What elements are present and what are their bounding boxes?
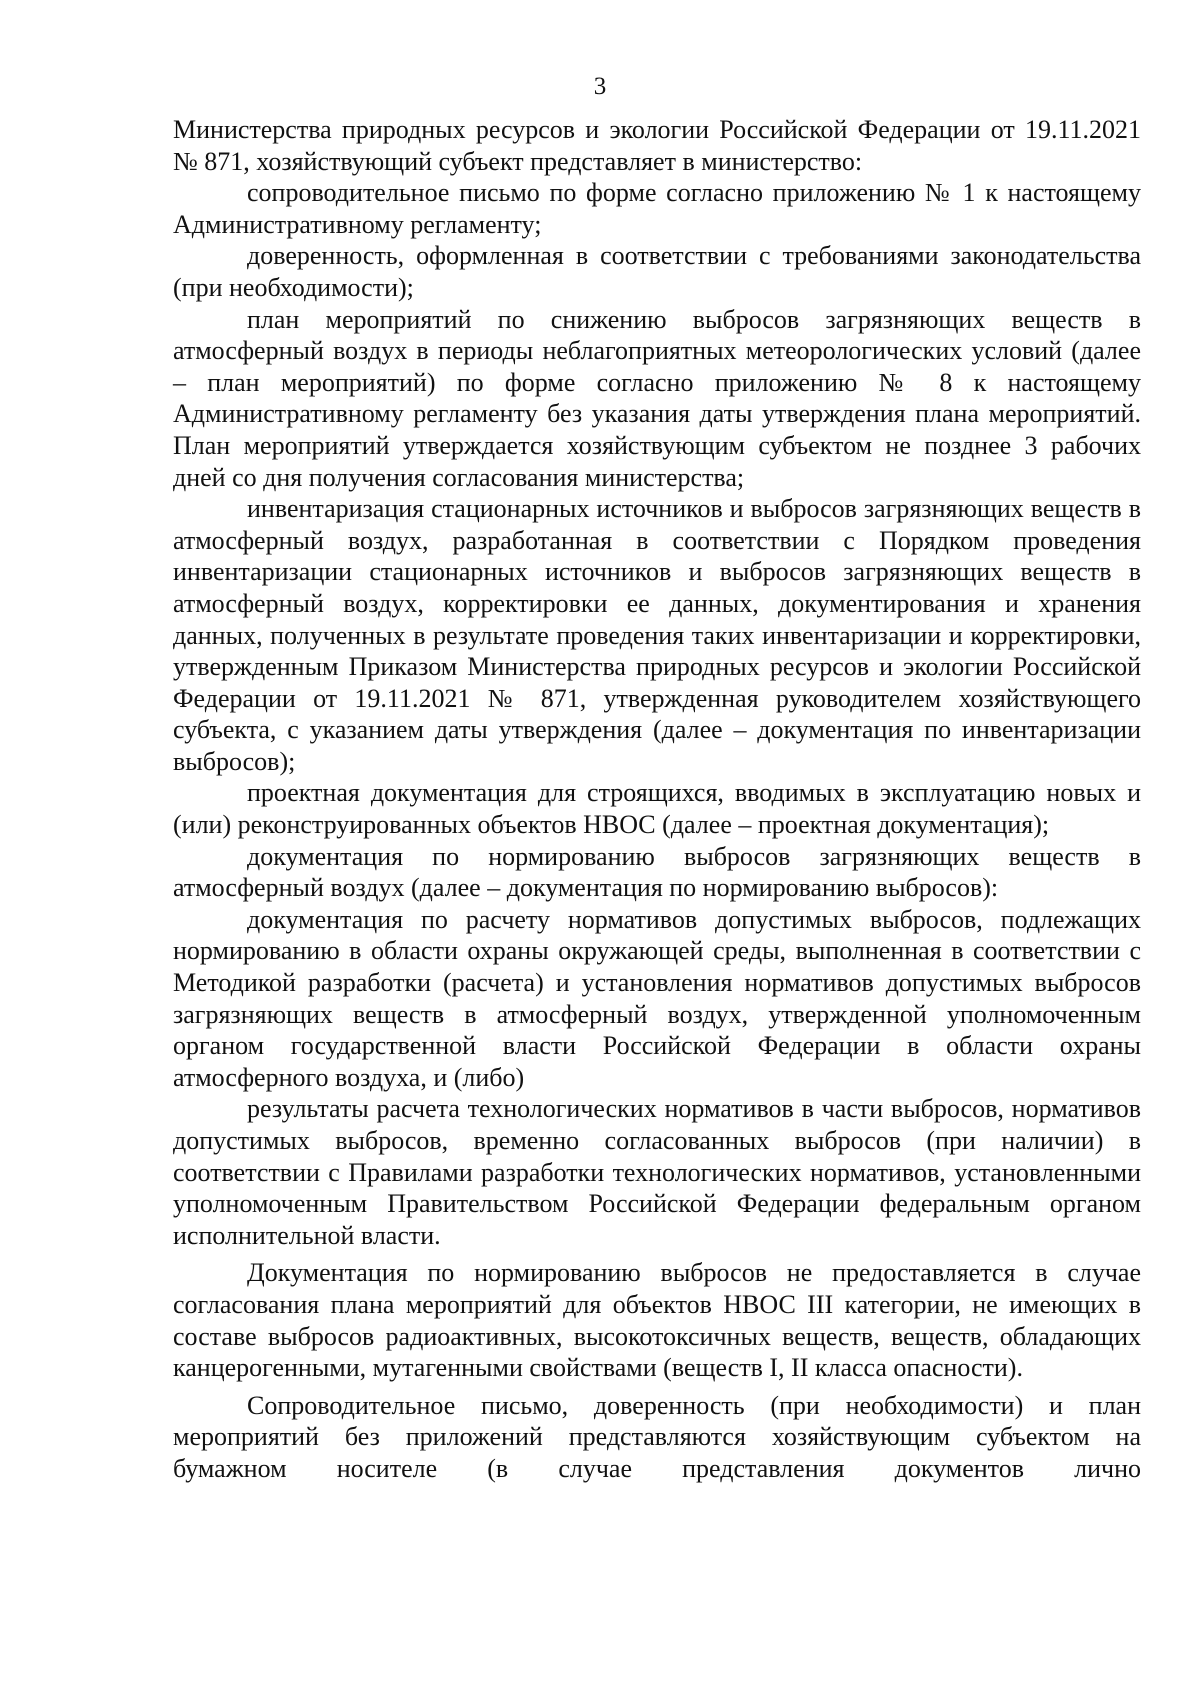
page-number: 3 [593,73,607,100]
paragraph-power-of-attorney: доверенность, оформленная в соответствии с требованиями законодательства (при необходимости); [173,241,1141,302]
paragraph-intro-continuation: Министерства природных ресурсов и экологии Российской Федерации от 19.11.2021 № 871, хозяйствующий субъект представляет в министерство: [173,115,1141,176]
paragraph-paper-submission: Сопроводительное письмо, доверенность (при необходимости) и план мероприятий без приложений представляются хозяйствующим субъектом на бумажном носителе (в случае представления документов лично [173,1390,1141,1483]
paragraph-action-plan: план мероприятий по снижению выбросов загрязняющих веществ в атмосферный воздух в периоды неблагоприятных метеорологических условий (далее – план мероприятий) по форме согласно приложению № 8 к настоящему Административному регламенту без указания даты утверждения плана мероприятий. План мероприятий утверждается хозяйствующим субъектом не позднее 3 рабочих дней со дня получения согласования министерства; [173,304,1141,492]
paragraph-permissible-emissions-calc: документация по расчету нормативов допустимых выбросов, подлежащих нормированию в области охраны окружающей среды, выполненная в соответствии с Методикой разработки (расчета) и установления нормативов допустимых выбросов загрязняющих веществ в атмосферный воздух, утвержденной уполномоченным органом государственной власти Российской Федерации в области охраны атмосферного воздуха, и (либо) [173,904,1141,1092]
paragraph-category-iii-exemption: Документация по нормированию выбросов не предоставляется в случае согласования плана мероприятий для объектов НВОС III категории, не имеющих в составе выбросов радиоактивных, высокотоксичных веществ, веществ, обладающих канцерогенными, мутагенными свойствами (веществ I, II класса опасности). [173,1258,1141,1383]
paragraph-emission-inventory: инвентаризация стационарных источников и выбросов загрязняющих веществ в атмосферный воздух, разработанная в соответствии с Порядком проведения инвентаризации стационарных источников и выбросов загрязняющих веществ в атмосферный воздух, корректировки ее данных, документирования и хранения данных, полученных в результате проведения таких инвентаризации и корректировки, утвержденным Приказом Министерства природных ресурсов и экологии Российской Федерации от 19.11.2021 № 871, утвержденная руководителем хозяйствующего субъекта, с указанием даты утверждения (далее – документация по инвентаризации выбросов); [173,494,1141,776]
paragraph-project-documentation: проектная документация для строящихся, вводимых в эксплуатацию новых и (или) реконструированных объектов НВОС (далее – проектная документация); [173,778,1141,840]
paragraph-technological-standards: результаты расчета технологических нормативов в части выбросов, нормативов допустимых выбросов, временно согласованных выбросов (при наличии) в соответствии с Правилами разработки технологических нормативов, установленными уполномоченным Правительством Российской Федерации федеральным органом исполнительной власти. [173,1094,1141,1250]
paragraph-cover-letter: сопроводительное письмо по форме согласно приложению № 1 к настоящему Административному регламенту; [173,178,1141,239]
document-body [173,114,1141,1485]
paragraph-rationing-documentation: документация по нормированию выбросов загрязняющих веществ в атмосферный воздух (далее – документация по нормированию выбросов): [173,841,1141,903]
